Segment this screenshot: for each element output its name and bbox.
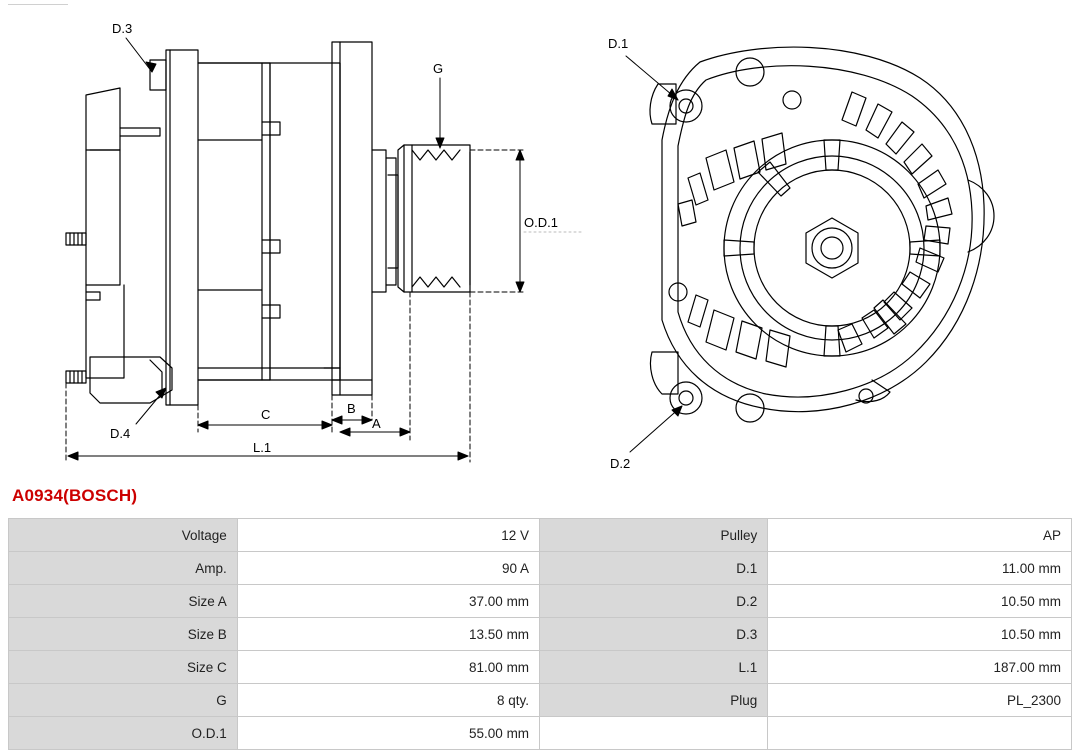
label-d3: D.3 [112,21,133,36]
table-row [9,684,1072,717]
spec-value: 90 A [237,552,539,585]
spec-value: 11.00 mm [768,552,1072,585]
spec-value: AP [768,519,1072,552]
spec-label: D.2 [540,585,768,618]
label-d1: D.1 [608,36,629,51]
table-row [9,717,1072,750]
label-b: B [347,401,356,416]
spec-label: Plug [540,684,768,717]
spec-value: 55.00 mm [237,717,539,750]
spec-value: 8 qty. [237,684,539,717]
label-a: A [372,416,381,431]
spec-value: 37.00 mm [237,585,539,618]
spec-label: Size C [9,651,238,684]
spec-label: Voltage [9,519,238,552]
spec-value: 12 V [237,519,539,552]
label-g: G [433,61,444,76]
table-row [9,651,1072,684]
label-l1: L.1 [253,440,272,455]
spec-label-empty [540,717,768,750]
spec-label: Size A [9,585,238,618]
label-od1: O.D.1 [524,215,558,230]
spec-value: 187.00 mm [768,651,1072,684]
spec-value: 10.50 mm [768,585,1072,618]
page-title: A0934(BOSCH) [12,486,138,505]
table-row [9,552,1072,585]
spec-value: 13.50 mm [237,618,539,651]
spec-value: 10.50 mm [768,618,1072,651]
spec-label: Pulley [540,519,768,552]
spec-value: PL_2300 [768,684,1072,717]
table-row [9,618,1072,651]
label-d2: D.2 [610,456,631,471]
label-c: C [261,407,271,422]
spec-label: O.D.1 [9,717,238,750]
spec-value: 81.00 mm [237,651,539,684]
spec-label: Size B [9,618,238,651]
spec-label: D.1 [540,552,768,585]
table-row [9,519,1072,552]
spec-label: Amp. [9,552,238,585]
spec-label: G [9,684,238,717]
spec-label: D.3 [540,618,768,651]
spec-label: L.1 [540,651,768,684]
spec-value-empty [768,717,1072,750]
table-row [9,585,1072,618]
label-d4: D.4 [110,426,131,441]
specifications-table [8,518,1072,750]
